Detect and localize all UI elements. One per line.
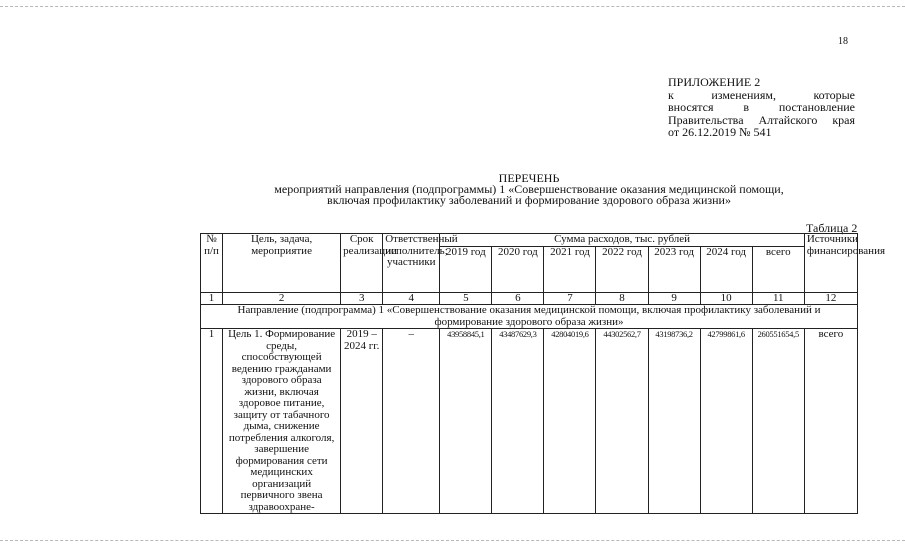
appendix-line: вносятся в постановление bbox=[668, 100, 855, 114]
appendix-line: к изменениям, которые bbox=[668, 87, 855, 102]
row-value-2021: 42804019,6 bbox=[544, 329, 596, 514]
appendix-date: от 26.12.2019 № 541 bbox=[668, 125, 772, 139]
header-sources: Источники финансирования bbox=[804, 234, 857, 293]
col-number: 6 bbox=[492, 292, 544, 305]
header-year: 2021 год bbox=[544, 246, 596, 292]
row-value-2023: 43198736,2 bbox=[648, 329, 700, 514]
row-value-2019: 43958845,1 bbox=[440, 329, 492, 514]
row-value-total: 260551654,5 bbox=[752, 329, 804, 514]
page-number: 18 bbox=[838, 36, 848, 47]
col-number: 7 bbox=[544, 292, 596, 305]
col-number: 8 bbox=[596, 292, 648, 305]
header-row bbox=[201, 234, 858, 247]
scan-edge-bottom bbox=[0, 540, 905, 541]
column-number-row bbox=[201, 292, 858, 305]
row-value-2020: 43487629,3 bbox=[492, 329, 544, 514]
header-year: 2022 год bbox=[596, 246, 648, 292]
header-year: 2023 год bbox=[648, 246, 700, 292]
col-number: 12 bbox=[804, 292, 857, 305]
list-subtitle-line2: включая профилактику заболеваний и формирование здорового образа жизни» bbox=[327, 193, 731, 207]
row-value-2024: 42799861,6 bbox=[700, 329, 752, 514]
appendix-block bbox=[668, 76, 855, 139]
header-year: 2024 год bbox=[700, 246, 752, 292]
header-total: всего bbox=[752, 246, 804, 292]
row-goal: Цель 1. Формирование среды, способствующей ведению гражданами здорового образа жизни, включая здоровое питание, защиту от табачного дыма, снижение потребления алкоголя, завершение формирования сети медицинских организаций первичного звена здравоохране- bbox=[223, 329, 341, 514]
direction-cell: Направление (подпрограмма) 1 «Совершенствование оказания медицинской помощи, включая профилактику заболеваний и формирование здорового образа жизни» bbox=[201, 305, 858, 329]
col-number: 2 bbox=[223, 292, 341, 305]
col-number: 5 bbox=[440, 292, 492, 305]
measures-table bbox=[200, 233, 886, 514]
table-label: Таблица 2 bbox=[806, 221, 858, 235]
header-year: 2020 год bbox=[492, 246, 544, 292]
col-number: 1 bbox=[201, 292, 223, 305]
scan-edge-top bbox=[0, 6, 905, 7]
row-source: всего bbox=[804, 329, 857, 514]
header-executor: Ответственный исполнитель; участники bbox=[383, 234, 440, 293]
direction-row bbox=[201, 305, 858, 329]
header-sum: Сумма расходов, тыс. рублей bbox=[440, 234, 805, 247]
header-year: 2019 год bbox=[440, 246, 492, 292]
row-term: 2019 – 2024 гг. bbox=[341, 329, 383, 514]
row-num: 1 bbox=[201, 329, 223, 514]
col-number: 10 bbox=[700, 292, 752, 305]
list-subtitle-line1: мероприятий направления (подпрограммы) 1 «Совершенствование оказания медицинской помощи, bbox=[274, 182, 784, 196]
col-number: 4 bbox=[383, 292, 440, 305]
row-value-2022: 44302562,7 bbox=[596, 329, 648, 514]
header-num: № п/п bbox=[201, 234, 223, 293]
appendix-line: Правительства Алтайского края bbox=[668, 112, 855, 127]
list-heading: ПЕРЕЧЕНЬ bbox=[498, 171, 560, 185]
col-number: 3 bbox=[341, 292, 383, 305]
row-executor: – bbox=[383, 329, 440, 514]
appendix-title: ПРИЛОЖЕНИЕ 2 bbox=[668, 75, 761, 89]
header-term: Срок реализации bbox=[341, 234, 383, 293]
table-row bbox=[201, 329, 858, 514]
col-number: 9 bbox=[648, 292, 700, 305]
header-goal: Цель, задача, мероприятие bbox=[223, 234, 341, 293]
col-number: 11 bbox=[752, 292, 804, 305]
